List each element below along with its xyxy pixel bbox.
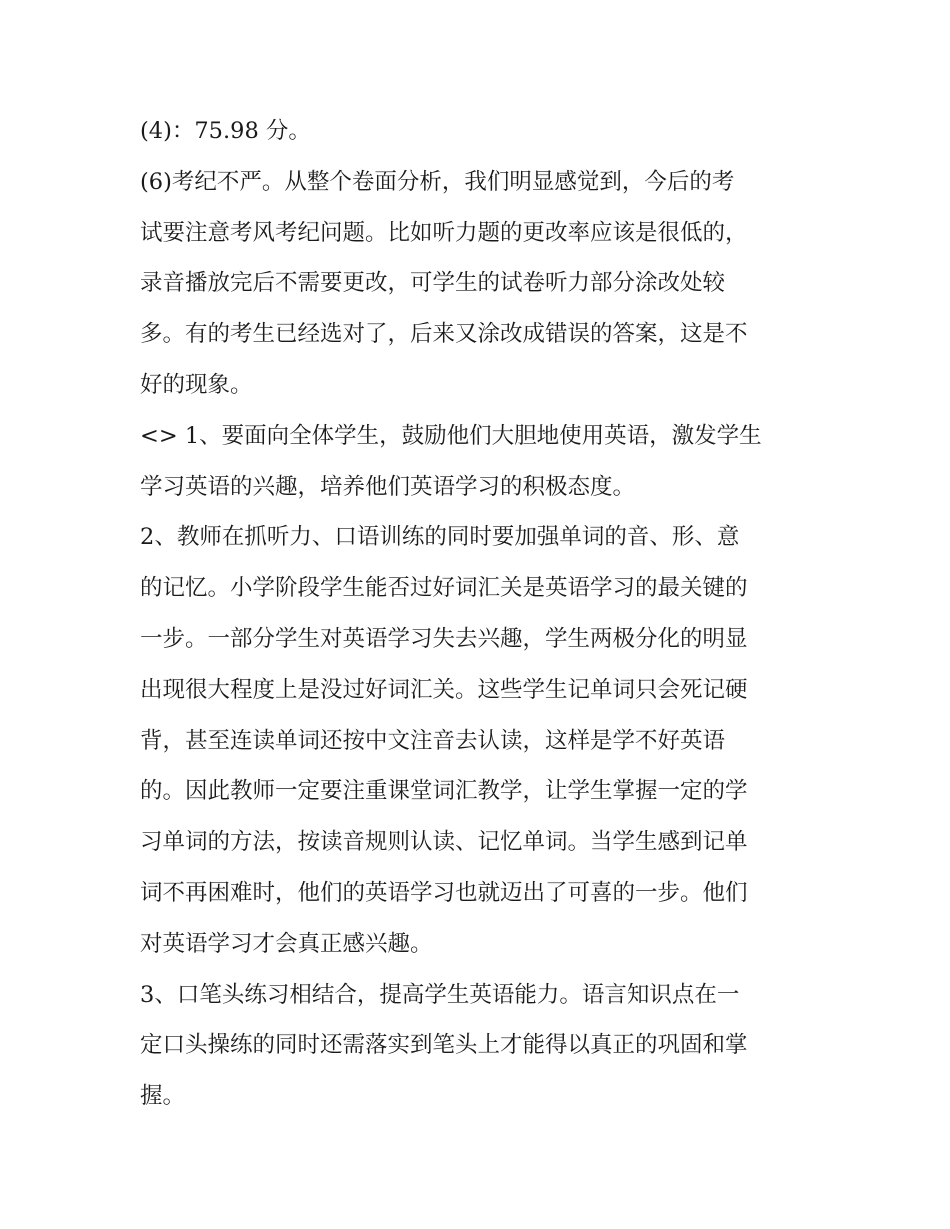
paragraph-suggestion-3: [140, 970, 820, 1122]
text-line: 背，甚至连读单词还按中文注音去认读，这样是学不好英语: [140, 727, 726, 754]
text-line: 词不再困难时，他们的英语学习也就迈出了可喜的一步。他们: [140, 879, 748, 906]
text-line: 2、教师在抓听力、口语训练的同时要加强单词的音、形、意: [140, 524, 740, 551]
text-line: 握。: [140, 1083, 186, 1110]
text-line: 的。因此教师一定要注重课堂词汇教学，让学生掌握一定的学: [140, 778, 748, 805]
text-line: 定口头操练的同时还需落实到笔头上才能得以真正的巩固和掌: [140, 1032, 748, 1059]
text-line: 好的现象。: [140, 371, 253, 398]
text-line: 一步。一部分学生对英语学习失去兴趣，学生两极分化的明显: [140, 625, 748, 652]
text-line: 录音播放完后不需要更改，可学生的试卷听力部分涂改处较: [140, 270, 726, 297]
paragraph-suggestion-2: [140, 512, 820, 969]
paragraph-score-4: [140, 106, 820, 157]
text-line: 3、口笔头练习相结合，提高学生英语能力。语言知识点在一: [140, 981, 740, 1008]
text-line: 习单词的方法，按读音规则认读、记忆单词。当学生感到记单: [140, 829, 748, 856]
text-line: (4)：75.98 分。: [140, 118, 311, 144]
paragraph-exam-discipline: [140, 157, 820, 411]
text-line: 试要注意考风考纪问题。比如听力题的更改率应该是很低的，: [140, 219, 748, 246]
text-line: 多。有的考生已经选对了，后来又涂改成错误的答案，这是不: [140, 321, 748, 348]
text-line: 对英语学习才会真正感兴趣。: [140, 930, 433, 957]
document-body: [140, 106, 820, 1122]
text-line: <> 1、要面向全体学生，鼓励他们大胆地使用英语，激发学生: [140, 422, 762, 449]
text-line: 学习英语的兴趣，培养他们英语学习的积极态度。: [140, 473, 636, 500]
paragraph-suggestion-1: [140, 411, 820, 513]
text-line: (6)考纪不严。从整个卷面分析，我们明显感觉到，今后的考: [140, 168, 735, 195]
text-line: 的记忆。小学阶段学生能否过好词汇关是英语学习的最关键的: [140, 575, 748, 602]
text-line: 出现很大程度上是没过好词汇关。这些学生记单词只会死记硬: [140, 676, 748, 703]
